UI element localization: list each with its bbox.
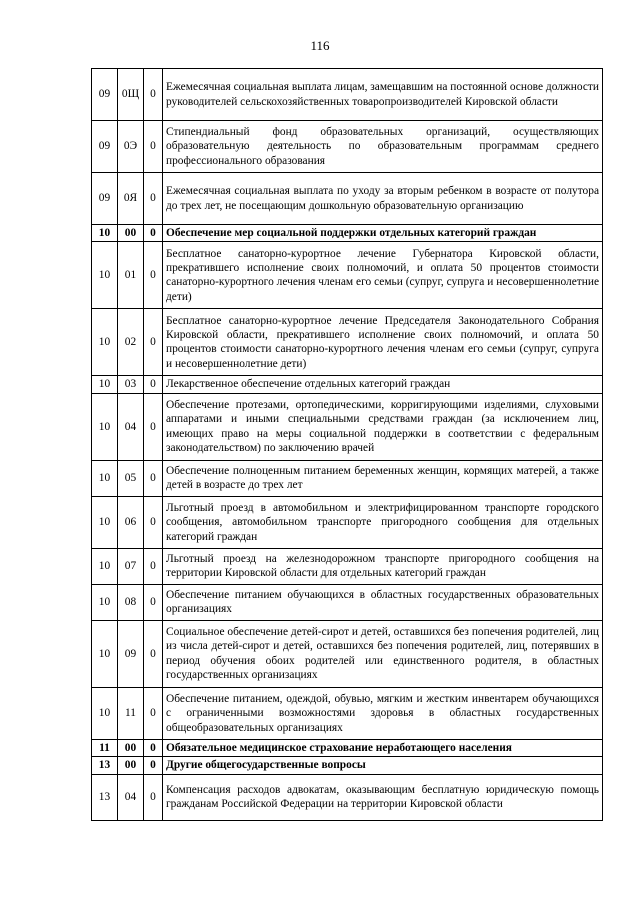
row-description: Лекарственное обеспечение отдельных категорий граждан <box>163 376 603 393</box>
table-row <box>92 584 603 620</box>
code-subsection: 08 <box>118 584 144 620</box>
table-row <box>92 309 603 376</box>
row-description: Обеспечение питанием, одеждой, обувью, мягким и жестким инвентарем обучающихся с ограниченными возможностями здоровья в областных государственных общеобразовательных организациях <box>163 687 603 739</box>
code-item: 0 <box>144 173 163 225</box>
row-description: Обеспечение питанием обучающихся в областных государственных образовательных организациях <box>163 584 603 620</box>
row-description: Бесплатное санаторно-курортное лечение Председателя Законодательного Собрания Кировской области, прекратившего исполнение своих полномочий, и оплата 50 процентов стоимости санаторно-курортного лечения членам его семьи (супруг, супруга и несовершеннолетние дети) <box>163 309 603 376</box>
code-item: 0 <box>144 460 163 496</box>
code-item: 0 <box>144 687 163 739</box>
code-subsection: 11 <box>118 687 144 739</box>
code-subsection: 00 <box>118 757 144 774</box>
code-subsection: 04 <box>118 774 144 820</box>
code-item: 0 <box>144 757 163 774</box>
code-item: 0 <box>144 393 163 460</box>
code-subsection: 07 <box>118 548 144 584</box>
code-item: 0 <box>144 774 163 820</box>
row-description: Льготный проезд на железнодорожном транспорте пригородного сообщения на территории Кировской области для отдельных категорий граждан <box>163 548 603 584</box>
row-description: Бесплатное санаторно-курортное лечение Губернатора Кировской области, прекратившего исполнение своих полномочий, и оплата 50 процентов стоимости санаторно-курортного лечения членам его семьи (супруг, супруга и несовершеннолетние дети) <box>163 242 603 309</box>
code-subsection: 00 <box>118 739 144 756</box>
code-section: 10 <box>92 687 118 739</box>
code-section: 10 <box>92 242 118 309</box>
code-subsection: 03 <box>118 376 144 393</box>
code-subsection: 09 <box>118 620 144 687</box>
row-description: Обязательное медицинское страхование неработающего населения <box>163 739 603 756</box>
code-item: 0 <box>144 309 163 376</box>
code-item: 0 <box>144 121 163 173</box>
code-item: 0 <box>144 225 163 242</box>
table-row <box>92 757 603 774</box>
code-subsection: 02 <box>118 309 144 376</box>
code-subsection: 0Я <box>118 173 144 225</box>
code-section: 13 <box>92 757 118 774</box>
table-row <box>92 739 603 756</box>
budget-code-table <box>91 68 603 821</box>
table-row <box>92 460 603 496</box>
code-item: 0 <box>144 376 163 393</box>
table-row <box>92 620 603 687</box>
code-item: 0 <box>144 620 163 687</box>
code-subsection: 00 <box>118 225 144 242</box>
code-section: 10 <box>92 393 118 460</box>
table-row <box>92 393 603 460</box>
code-section: 10 <box>92 496 118 548</box>
code-section: 09 <box>92 121 118 173</box>
code-subsection: 0Э <box>118 121 144 173</box>
code-section: 10 <box>92 309 118 376</box>
row-description: Обеспечение мер социальной поддержки отдельных категорий граждан <box>163 225 603 242</box>
row-description: Компенсация расходов адвокатам, оказывающим бесплатную юридическую помощь гражданам Российской Федерации на территории Кировской области <box>163 774 603 820</box>
row-description: Обеспечение полноценным питанием беременных женщин, кормящих матерей, а также детей в возрасте до трех лет <box>163 460 603 496</box>
code-section: 10 <box>92 460 118 496</box>
code-section: 10 <box>92 225 118 242</box>
table-row <box>92 173 603 225</box>
table-row <box>92 376 603 393</box>
code-section: 11 <box>92 739 118 756</box>
row-description: Ежемесячная социальная выплата лицам, замещавшим на постоянной основе должности руководителей сельскохозяйственных товаропроизводителей Кировской области <box>163 69 603 121</box>
row-description: Стипендиальный фонд образовательных организаций, осуществляющих образовательную деятельность по образовательным программам среднего профессионального образования <box>163 121 603 173</box>
table-row <box>92 687 603 739</box>
code-item: 0 <box>144 584 163 620</box>
table-row <box>92 496 603 548</box>
page-number: 116 <box>310 38 330 53</box>
table-body <box>92 69 603 821</box>
code-subsection: 06 <box>118 496 144 548</box>
code-section: 10 <box>92 584 118 620</box>
code-item: 0 <box>144 739 163 756</box>
table-row <box>92 69 603 121</box>
code-item: 0 <box>144 496 163 548</box>
table-row <box>92 242 603 309</box>
row-description: Ежемесячная социальная выплата по уходу за вторым ребенком в возрасте от полутора до трех лет, не посещающим дошкольную образовательную организацию <box>163 173 603 225</box>
code-subsection: 0Щ <box>118 69 144 121</box>
code-section: 10 <box>92 548 118 584</box>
code-item: 0 <box>144 69 163 121</box>
table-row <box>92 548 603 584</box>
code-subsection: 04 <box>118 393 144 460</box>
row-description: Обеспечение протезами, ортопедическими, корригирующими изделиями, слуховыми аппаратами и иными специальными средствами граждан (за исключением лиц, имеющих право на меры социальной поддержки в соответствии с федеральным законодательством) по заключению врачей <box>163 393 603 460</box>
code-section: 10 <box>92 376 118 393</box>
code-item: 0 <box>144 242 163 309</box>
row-description: Льготный проезд в автомобильном и электрифицированном транспорте городского сообщения, автомобильном транспорте пригородного сообщения для отдельных категорий граждан <box>163 496 603 548</box>
row-description: Другие общегосударственные вопросы <box>163 757 603 774</box>
code-section: 10 <box>92 620 118 687</box>
code-section: 09 <box>92 173 118 225</box>
code-subsection: 05 <box>118 460 144 496</box>
table-row <box>92 225 603 242</box>
code-section: 09 <box>92 69 118 121</box>
code-subsection: 01 <box>118 242 144 309</box>
code-section: 13 <box>92 774 118 820</box>
table-row <box>92 121 603 173</box>
table-row <box>92 774 603 820</box>
row-description: Социальное обеспечение детей-сирот и детей, оставшихся без попечения родителей, лиц из числа детей-сирот и детей, оставшихся без попечения родителей, лиц, потерявших в период обучения обоих родителей или единственного родителя, в областных государственных организациях <box>163 620 603 687</box>
code-item: 0 <box>144 548 163 584</box>
